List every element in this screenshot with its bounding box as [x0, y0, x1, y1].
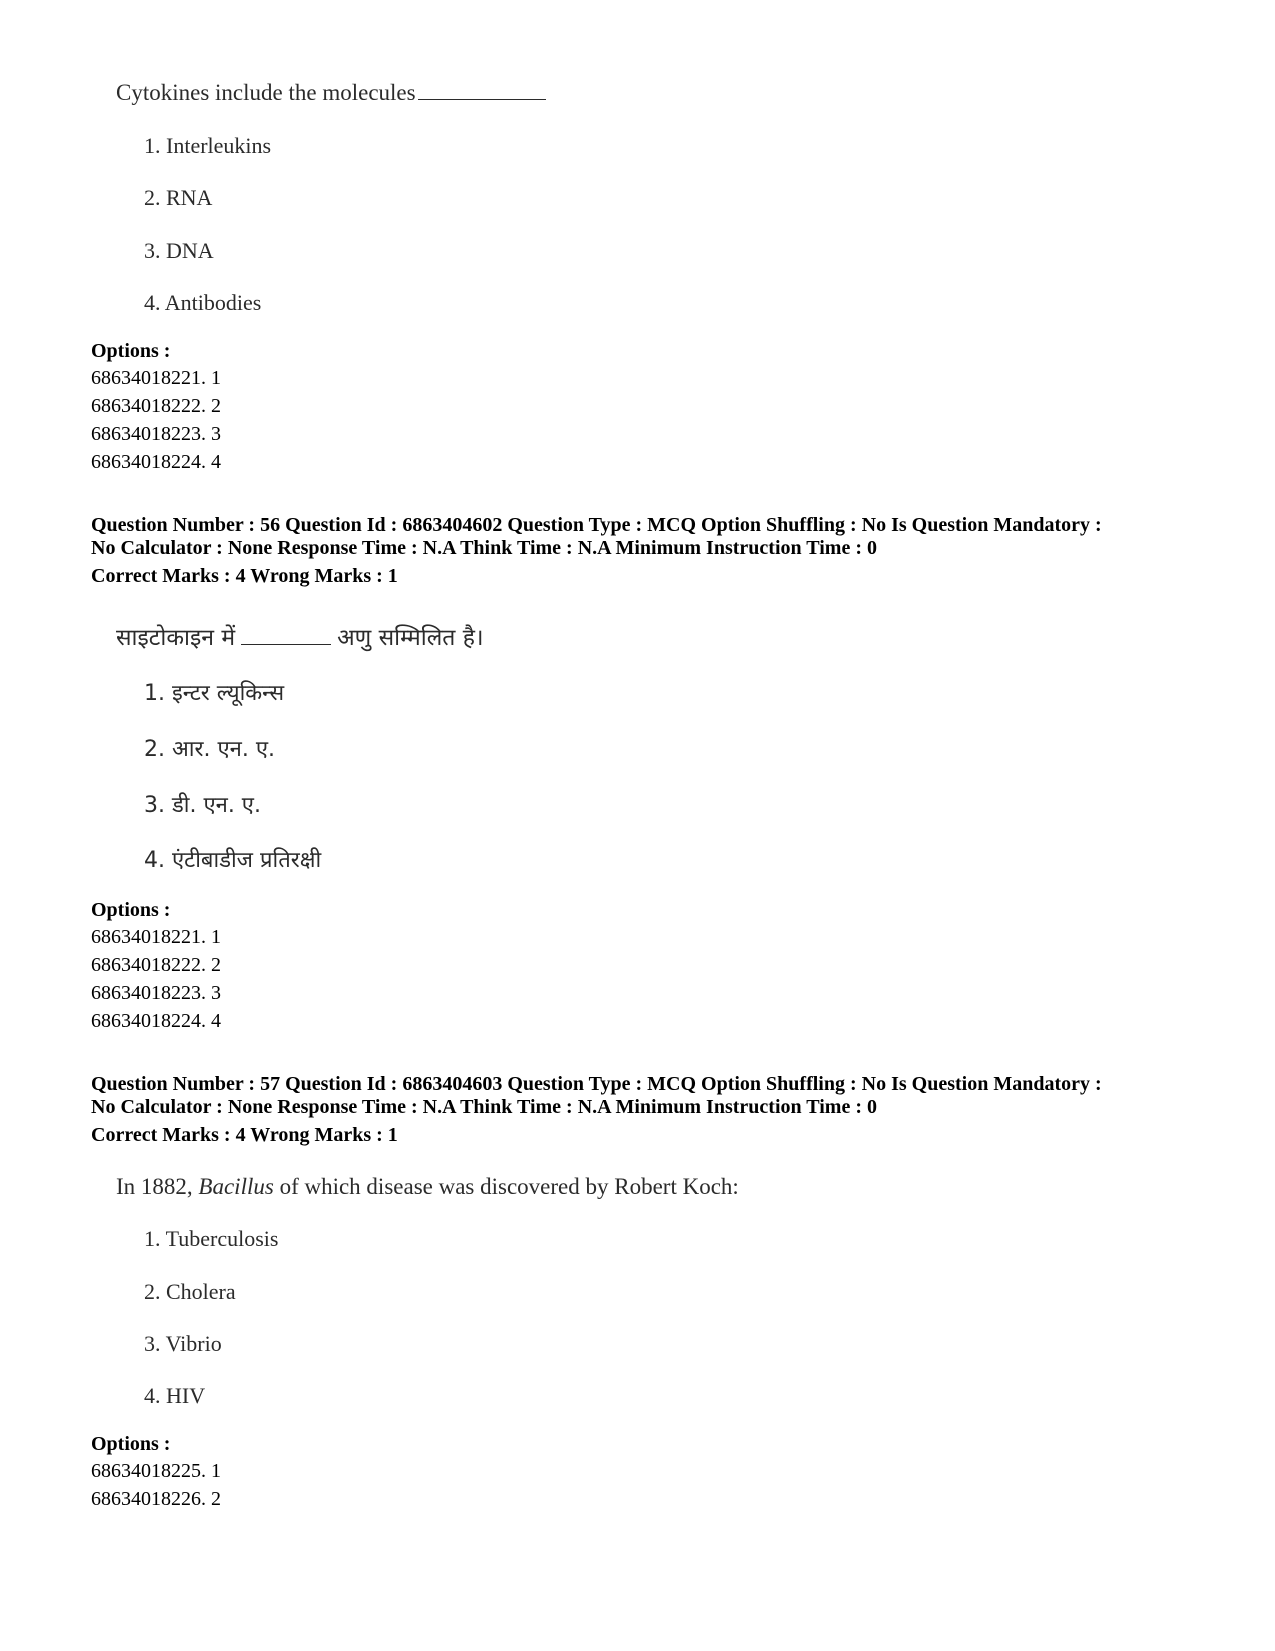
question-item: 2. Cholera [144, 1279, 236, 1304]
question-item: 1. Interleukins [144, 133, 272, 158]
question-item: 4. HIV [144, 1383, 206, 1408]
option-line: 68634018224. 4 [91, 1010, 221, 1032]
question-item: 1. Tuberculosis [144, 1226, 279, 1251]
question-item: 1. इन्टर ल्यूकिन्स [144, 681, 285, 706]
answer-blank [418, 81, 546, 100]
answer-blank [241, 626, 331, 645]
option-line: 68634018222. 2 [91, 954, 221, 976]
question-item: 3. DNA [144, 238, 214, 263]
option-line: 68634018224. 4 [91, 451, 221, 473]
option-line: 68634018221. 1 [91, 367, 221, 389]
option-line: 68634018225. 1 [91, 1460, 221, 1482]
question-text-part: In 1882, [116, 1174, 193, 1199]
question-item: 4. एंटीबाडीज प्रतिरक्षी [144, 848, 322, 873]
question-item: 2. आर. एन. ए. [144, 737, 275, 762]
question-text [116, 1174, 739, 1200]
option-line: 68634018222. 2 [91, 395, 221, 417]
question-item: 2. RNA [144, 185, 213, 210]
question-text [116, 80, 546, 106]
marks-line: Correct Marks : 4 Wrong Marks : 1 [91, 565, 398, 587]
question-item: 3. Vibrio [144, 1331, 222, 1356]
question-text-part: अणु सम्मिलित है। [337, 625, 484, 651]
question-item: 4. Antibodies [144, 290, 262, 315]
option-line: 68634018221. 1 [91, 926, 221, 948]
marks-line: Correct Marks : 4 Wrong Marks : 1 [91, 1124, 398, 1146]
option-line: 68634018223. 3 [91, 423, 221, 445]
option-line: 68634018226. 2 [91, 1488, 221, 1510]
question-text [116, 620, 484, 652]
question-meta-line: Question Number : 56 Question Id : 6863404602 Question Type : MCQ Option Shuffling : No Is Question Mandatory : [91, 514, 1102, 536]
question-text-label: Cytokines include the molecules [116, 80, 416, 105]
question-item: 3. डी. एन. ए. [144, 793, 261, 818]
question-meta-line: No Calculator : None Response Time : N.A Think Time : N.A Minimum Instruction Time : 0 [91, 1096, 877, 1118]
question-text-part: साइटोकाइन में [116, 625, 236, 651]
option-line: 68634018223. 3 [91, 982, 221, 1004]
options-heading: Options : [91, 1433, 171, 1455]
question-meta-line: No Calculator : None Response Time : N.A Think Time : N.A Minimum Instruction Time : 0 [91, 537, 877, 559]
question-text-part: of which disease was discovered by Robert Koch: [279, 1174, 739, 1199]
options-heading: Options : [91, 899, 171, 921]
options-heading: Options : [91, 340, 171, 362]
question-meta-line: Question Number : 57 Question Id : 6863404603 Question Type : MCQ Option Shuffling : No Is Question Mandatory : [91, 1073, 1102, 1095]
question-text-italic: Bacillus [198, 1174, 274, 1199]
